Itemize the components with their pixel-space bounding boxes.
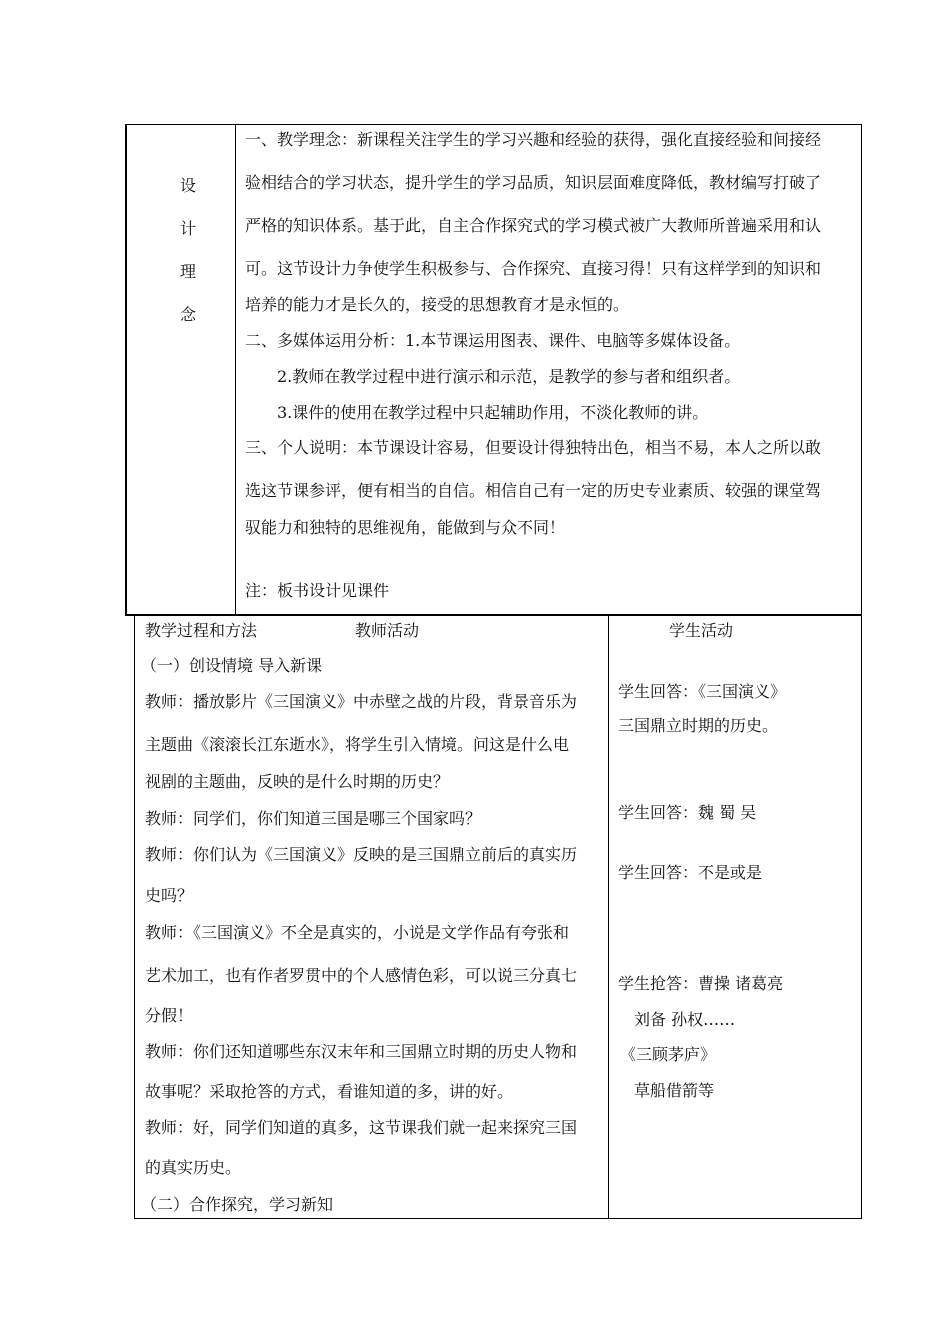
teacher-line-9: 艺术加工，也有作者罗贯中的个人感情色彩，可以说三分真七 bbox=[145, 966, 578, 985]
student-line-3: 学生回答：魏 蜀 吴 bbox=[618, 803, 757, 822]
process-table-left-border bbox=[134, 615, 135, 1219]
design-line-11: 驭能力和独特的思维视角，能做到与众不同！ bbox=[245, 518, 566, 537]
teacher-line-14: 的真实历史。 bbox=[145, 1158, 242, 1177]
header-student-activity: 学生活动 bbox=[669, 621, 734, 640]
student-line-1: 学生回答：《三国演义》 bbox=[618, 682, 787, 701]
process-table-divider bbox=[608, 615, 609, 1219]
teacher-line-13: 教师：好，同学们知道的真多，这节课我们就一起来探究三国 bbox=[145, 1118, 578, 1137]
design-line-3: 严格的知识体系。基于此，自主合作探究式的学习模式被广大教师所普遍采用和认 bbox=[245, 216, 822, 235]
teacher-line-2: 教师：播放影片《三国演义》中赤壁之战的片段，背景音乐为 bbox=[145, 692, 578, 711]
teacher-line-11: 教师：你们还知道哪些东汉末年和三国鼎立时期的历史人物和 bbox=[145, 1042, 578, 1061]
process-table-right-border bbox=[861, 615, 862, 1219]
teacher-line-10: 分假！ bbox=[145, 1006, 194, 1025]
teacher-line-3: 主题曲《滚滚长江东逝水》，将学生引入情境。问这是什么电 bbox=[145, 735, 570, 754]
design-line-9: 三、个人说明：本节课设计容易，但要设计得独特出色，相当不易，本人之所以敢 bbox=[245, 438, 822, 457]
student-line-7: 《三顾茅庐》 bbox=[620, 1045, 717, 1064]
design-line-5: 培养的能力才是长久的，接受的思想教育才是永恒的。 bbox=[245, 295, 630, 314]
design-table-right-border bbox=[861, 124, 862, 615]
header-process-method: 教学过程和方法 bbox=[145, 621, 258, 640]
design-label-char-4: 念 bbox=[180, 305, 197, 324]
teacher-line-15: （二）合作探究，学习新知 bbox=[141, 1195, 334, 1214]
teacher-line-7: 史吗？ bbox=[145, 886, 194, 905]
design-label-char-1: 设 bbox=[180, 176, 197, 195]
design-line-7: 2.教师在教学过程中进行演示和示范，是教学的参与者和组织者。 bbox=[277, 367, 741, 386]
design-table-left-border bbox=[125, 124, 127, 615]
teacher-line-1: （一）创设情境 导入新课 bbox=[141, 656, 323, 675]
student-line-4: 学生回答：不是或是 bbox=[618, 863, 763, 882]
teacher-line-5: 教师：同学们，你们知道三国是哪三个国家吗？ bbox=[145, 809, 482, 828]
student-line-8: 草船借箭等 bbox=[634, 1081, 715, 1100]
design-line-4: 可。这节设计力争使学生积极参与、合作探究、直接习得！只有这样学到的知识和 bbox=[245, 259, 822, 278]
teacher-line-8: 教师：《三国演义》不全是真实的，小说是文学作品有夸张和 bbox=[145, 923, 570, 942]
design-table-divider bbox=[235, 124, 236, 615]
teacher-line-4: 视剧的主题曲，反映的是什么时期的历史？ bbox=[145, 772, 450, 791]
student-line-6: 刘备 孙权…… bbox=[634, 1010, 736, 1029]
design-line-10: 选这节课参评，便有相当的自信。相信自己有一定的历史专业素质、较强的课堂驾 bbox=[245, 481, 822, 500]
design-line-8: 3.课件的使用在教学过程中只起辅助作用，不淡化教师的讲。 bbox=[277, 403, 709, 422]
student-line-2: 三国鼎立时期的历史。 bbox=[618, 716, 779, 735]
design-label-char-3: 理 bbox=[180, 262, 197, 281]
design-line-2: 验相结合的学习状态，提升学生的学习品质，知识层面难度降低，教材编写打破了 bbox=[245, 173, 822, 192]
design-line-1: 一、教学理念：新课程关注学生的学习兴趣和经验的获得，强化直接经验和间接经 bbox=[245, 130, 822, 149]
design-note: 注：板书设计见课件 bbox=[245, 581, 390, 600]
header-teacher-activity: 教师活动 bbox=[355, 621, 420, 640]
process-table-bottom-border bbox=[134, 1218, 862, 1219]
teacher-line-12: 故事呢？采取抢答的方式，看谁知道的多，讲的好。 bbox=[145, 1082, 514, 1101]
design-line-6: 二、多媒体运用分析：1.本节课运用图表、课件、电脑等多媒体设备。 bbox=[245, 331, 741, 350]
design-label-char-2: 计 bbox=[180, 219, 197, 238]
student-line-5: 学生抢答：曹操 诸葛亮 bbox=[618, 974, 784, 993]
teacher-line-6: 教师：你们认为《三国演义》反映的是三国鼎立前后的真实历 bbox=[145, 845, 578, 864]
